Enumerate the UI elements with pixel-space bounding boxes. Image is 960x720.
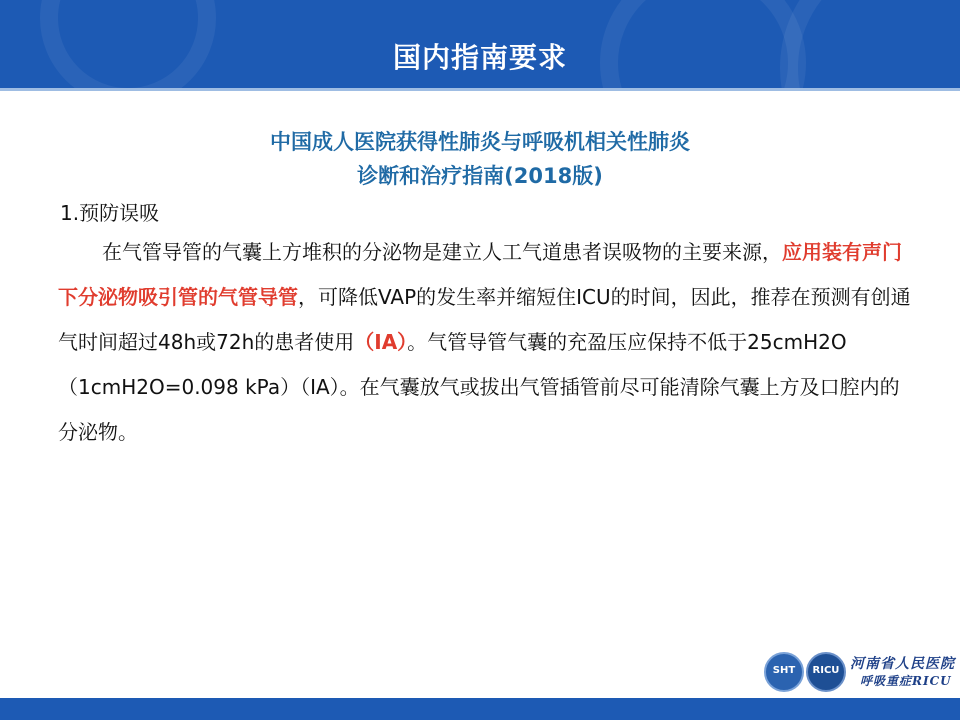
header-bar bbox=[0, 0, 960, 88]
ricu-emblem-icon: RICU bbox=[806, 652, 846, 692]
hospital-emblem-icon: SHT bbox=[764, 652, 804, 692]
header-divider bbox=[0, 88, 960, 91]
evidence-grade: （ⅠA） bbox=[354, 330, 408, 354]
hospital-name: 河南省人民医院 bbox=[850, 656, 955, 672]
body-text-part2: ，可降低VAP的发生率并缩短住ICU的时间，因此，推荐在预测有创通气时间超过48h或72h的患者使用 bbox=[58, 285, 911, 354]
hospital-logo bbox=[764, 652, 956, 692]
guide-title-line2: 诊断和治疗指南(2018版) bbox=[357, 164, 603, 188]
body-text-part3: 。气管导管气囊的充盈压应保持不低于25cmH2O（1cmH2O=0.098 kPa）（ⅠA）。在气囊放气或拔出气管插管前尽可能清除气囊上方及口腔内的分泌物。 bbox=[58, 330, 900, 444]
highlighted-recommendation: 应用装有声门下分泌物吸引管的气管导管 bbox=[58, 240, 902, 309]
slide-title: 国内指南要求 bbox=[392, 41, 567, 74]
body-text-part1: 在气管导管的气囊上方堆积的分泌物是建立人工气道患者误吸物的主要来源， bbox=[102, 240, 782, 264]
department-name: 呼吸重症RICU bbox=[860, 674, 952, 688]
body-paragraph bbox=[58, 230, 918, 455]
guide-title-line1: 中国成人医院获得性肺炎与呼吸机相关性肺炎 bbox=[270, 130, 690, 154]
footer-bar bbox=[0, 698, 960, 720]
section-heading: 1.预防误吸 bbox=[60, 201, 160, 225]
